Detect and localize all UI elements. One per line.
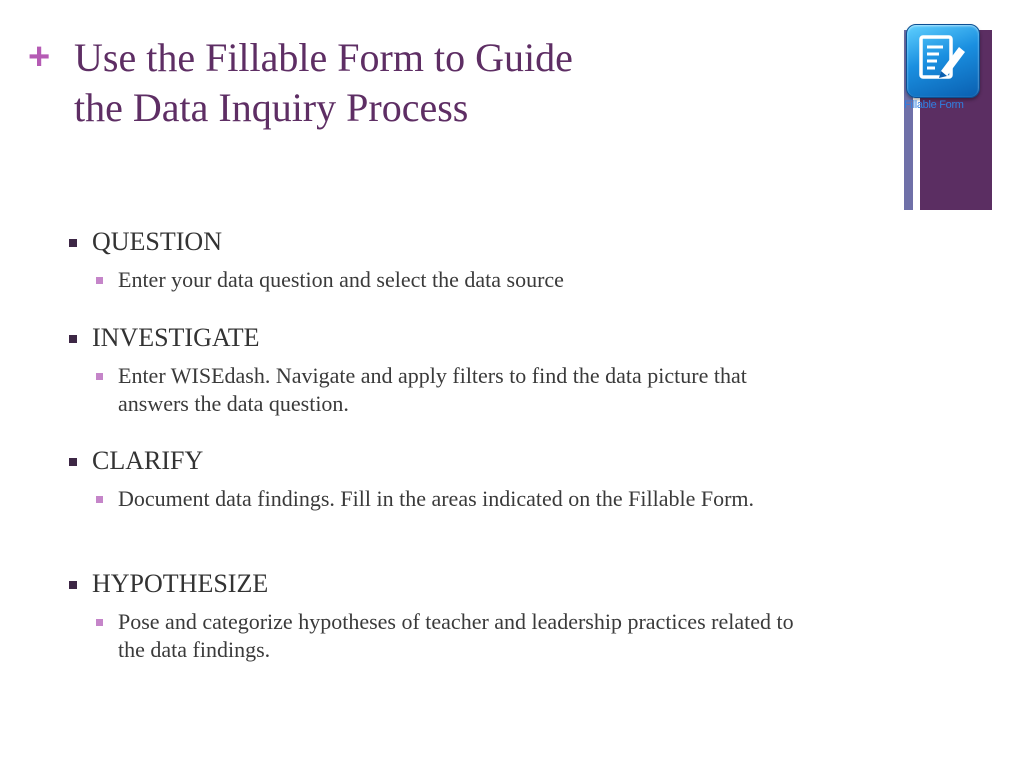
- slide-title: [74, 33, 854, 133]
- fillable-form-icon-label: Fillable Form: [904, 99, 964, 111]
- square-bullet-icon: [69, 458, 77, 466]
- square-bullet-icon: [96, 496, 103, 503]
- bullet-detail: Enter your data question and select the data source: [118, 267, 564, 292]
- bullet-detail: Pose and categorize hypotheses of teacher and leadership practices related to the data findings.: [118, 609, 794, 662]
- bullet-heading: INVESTIGATE: [92, 323, 260, 352]
- square-bullet-icon: [69, 335, 77, 343]
- square-bullet-icon: [96, 373, 103, 380]
- title-plus-icon: +: [28, 36, 51, 78]
- square-bullet-icon: [96, 277, 103, 284]
- slide-title-line-1: Use the Fillable Form to Guide: [74, 35, 573, 80]
- fillable-form-icon[interactable]: [906, 24, 980, 98]
- bullet-detail: Enter WISEdash. Navigate and apply filters to find the data picture that answers the data question.: [118, 363, 747, 416]
- square-bullet-icon: [69, 239, 77, 247]
- square-bullet-icon: [96, 619, 103, 626]
- bullet-heading: QUESTION: [92, 227, 222, 256]
- slide-title-line-2: the Data Inquiry Process: [74, 85, 469, 130]
- bullet-detail: Document data findings. Fill in the areas indicated on the Fillable Form.: [118, 486, 755, 511]
- document-pencil-icon: [917, 33, 969, 87]
- square-bullet-icon: [69, 581, 77, 589]
- bullet-heading: CLARIFY: [92, 446, 204, 475]
- bullet-heading: HYPOTHESIZE: [92, 569, 269, 598]
